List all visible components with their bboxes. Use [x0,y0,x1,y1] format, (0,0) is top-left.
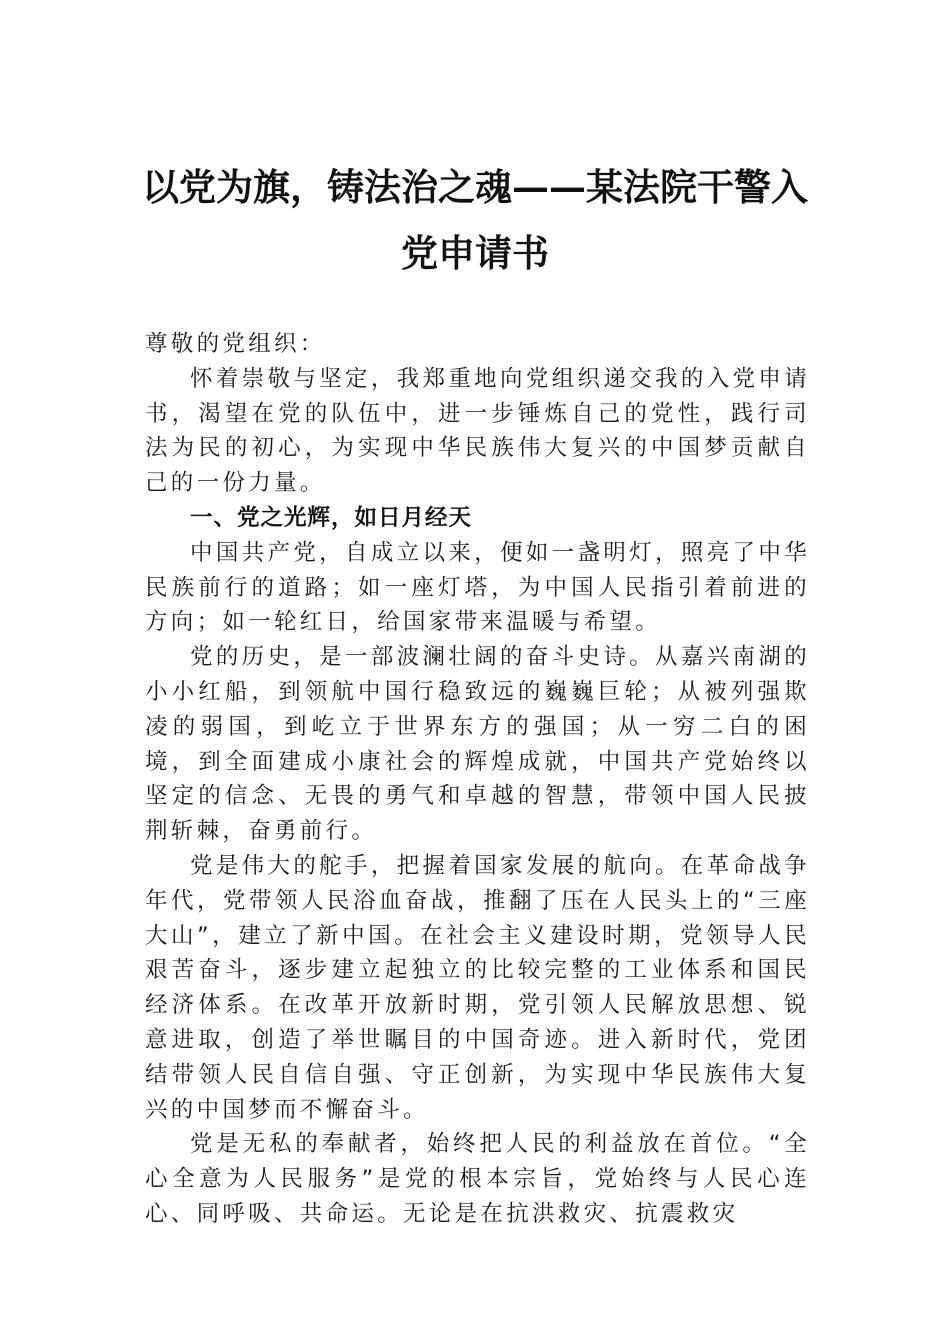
document-title-line2: 党申请书 [401,231,549,275]
paragraph-party-lamp: 中国共产党，自成立以来，便如一盏明灯，照亮了中华民族前行的道路；如一座灯塔，为中国人民指引着前进的方向；如一轮红日，给国家带来温暖与希望。 [145,539,810,636]
paragraph-party-helmsman: 党是伟大的舵手，把握着国家发展的航向。在革命战争年代，党带领人民浴血奋战，推翻了压在人民头上的“三座大山”，建立了新中国。在社会主义建设时期，党领导人民艰苦奋斗，逐步建立起独立的比较完整的工业体系和国民经济体系。在改革开放新时期，党引领人民解放思想、锐意进取，创造了举世瞩目的中国奇迹。进入新时代，党团结带领人民自信自强、守正创新，为实现中华民族伟大复兴的中国梦而不懈奋斗。 [145,852,810,1123]
paragraph-party-history: 党的历史，是一部波澜壮阔的奋斗史诗。从嘉兴南湖的小小红船，到领航中国行稳致远的巍巍巨轮；从被列强欺凌的弱国，到屹立于世界东方的强国；从一穷二白的困境，到全面建成小康社会的辉煌成就，中国共产党始终以坚定的信念、无畏的勇气和卓越的智慧，带领中国人民披荆斩棘，奋勇前行。 [145,644,810,845]
paragraph-intro: 怀着崇敬与坚定，我郑重地向党组织递交我的入党申请书，渴望在党的队伍中，进一步锤炼自己的党性，践行司法为民的初心，为实现中华民族伟大复兴的中国梦贡献自己的一份力量。 [145,365,810,497]
document-title-line1: 以党为旗，铸法治之魂——某法院干警入 [142,165,808,209]
document-body [145,327,810,1232]
section-heading-1: 一、党之光辉，如日月经天 [190,504,473,531]
paragraph-party-devotion: 党是无私的奉献者，始终把人民的利益放在首位。“全心全意为人民服务”是党的根本宗旨，党始终与人民心连心、同呼吸、共命运。无论是在抗洪救灾、抗震救灾 [145,1131,810,1227]
salutation: 尊敬的党组织： [145,331,326,357]
